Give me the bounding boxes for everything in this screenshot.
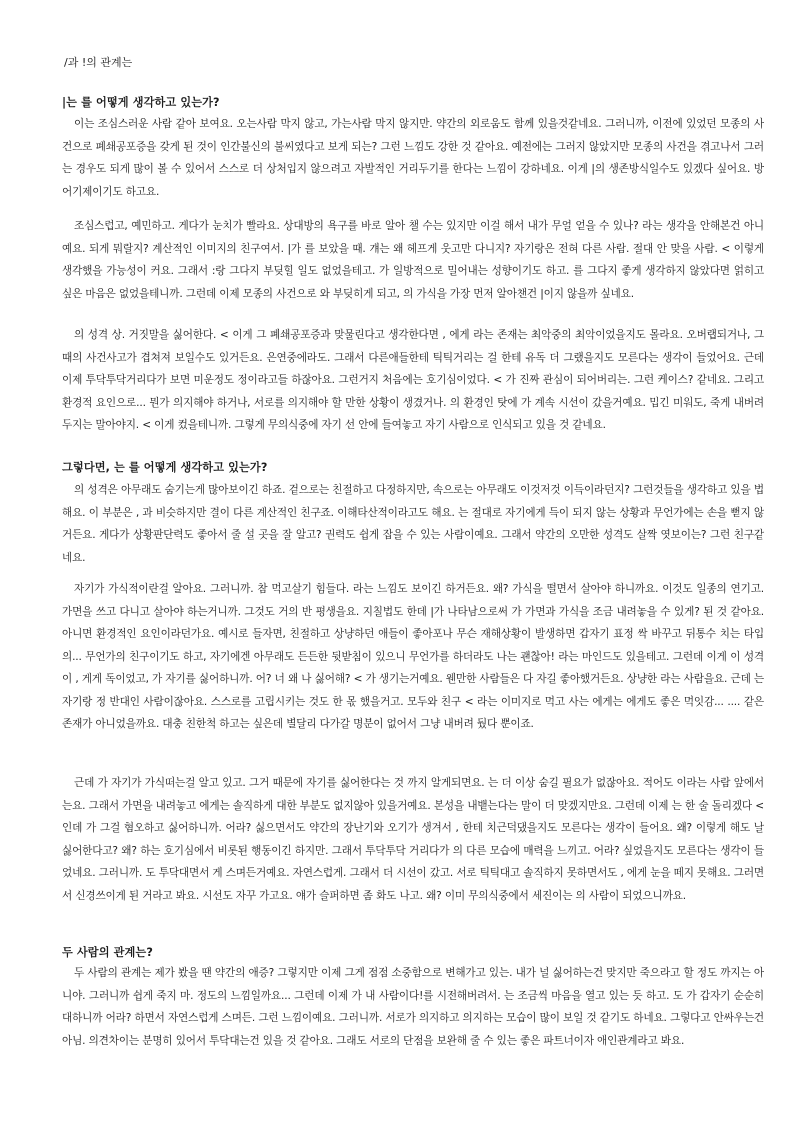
section-heading-3: 두 사람의 관계는?	[62, 946, 153, 959]
paragraph-2-2: 자기가 가식적이란걸 알아요. 그러니까. 참 먹고살기 힘들다. 라는 느낌도 보이긴 하거든요. 왜? 가식을 떨면서 살아야 하니까요. 이것도 일종의 연기고. 가면을 쓰고 다니고 살아야 하는거니까. 그것도 거의 반 평생을요. 지칠법도 한데 |가 나타남으로써 가 가면과 가식을 조금 내려놓을 수 있게? 된 것 같아요. 아니면 환경적인 요인이라던가요. 예시로 들자면, 친절하고 상냥하던 애들이 좋아포나 무슨 재해상황이 발생하면 갑자기 표정 싹 바꾸고 뒤통수 치는 타입의... 무언가의 친구이기도 하고, 자기에겐 아무래도 든든한 뒷받침이 있으니 무언가를 하더라도 나는 괜찮아! 라는 마인드도 있을테고. 그런데 이게 이 성격이 , 게게 독이었고, 가 자기를 싫어하니까. 어? 너 왜 나 싫어해? < 가 생기는거예요. 웬만한 사람들은 다 자길 좋아했거든요. 상냥한 라는 사람을요. 근데 는 자기랑 정 반대인 사람이잖아요. 스스로를 고립시키는 것도 한 몫 했을거고. 모두와 친구 < 라는 이미지로 먹고 사는 에게는 에게도 좋은 먹잇감... .... 같은 존재가 아니었을까요. 대충 친한척 하고는 싶은데 별달리 다가갈 명분이 없어서 그냥 내버려 뒀다 뿐이죠.	[62, 583, 764, 730]
paragraph-1-3: 의 성격 상. 거짓말을 싫어한다. < 이게 그 폐쇄공포증과 맞물린다고 생각한다면 , 에게 라는 존재는 최악중의 최악이었을지도 몰라요. 오버랩되거나, 그 때의 사건사고가 겹쳐져 보일수도 있거든요. 은연중에라도. 그래서 다른애들한테 틱틱거리는 걸 한테 유독 더 그랬을지도 모른다는 생각이 들었어요. 근데 이제 투닥투닥거리다가 보면 미운정도 정이라고들 하잖아요. 그런거지 처음에는 호기심이었다. < 가 진짜 관심이 되어버리는. 그런 케이스? 같네요. 그리고 환경적 요인으로... 뭔가 의지해야 하거나, 서로를 의지해야 할 만한 상황이 생겼거나. 의 환경인 탓에 가 계속 시선이 갔을거예요. 밉긴 미워도, 죽게 내버려두지는 말아야지. < 이게 컸을테니까. 그렇게 무의식중에 자기 선 안에 들여놓고 자기 사람으로 인식되고 있을 것 같네요.	[62, 329, 764, 431]
paragraph-2-1: 의 성격은 아무래도 숨기는게 많아보이긴 하죠. 겉으로는 친절하고 다정하지만, 속으로는 아무래도 이것저것 이득이라던지? 그런것들을 생각하고 있을 법 해요. 이 부분은 , 과 비슷하지만 결이 다른 계산적인 친구죠. 이해타산적이라고도 해요. 는 절대로 자기에게 득이 되지 않는 상황과 무언가에는 손을 뻗지 않거든요. 게다가 상황판단력도 좋아서 줄 설 곳을 잘 알고? 권력도 쉽게 잡을 수 있는 사람이예요. 그래서 약간의 오만한 성격도 살짝 엿보이는? 그런 친구같네요.	[62, 484, 764, 564]
paragraph-3-1: 두 사람의 관계는 제가 봤을 땐 약간의 애증? 그렇지만 이제 그게 점점 소중함으로 변해가고 있는. 내가 널 싫어하는건 맞지만 죽으라고 할 정도 까지는 아니야. 그러니까 쉽게 죽지 마. 정도의 느낌일까요... 그런데 이제 가 내 사람이다!를 시전해버려서. 는 조금씩 마음을 열고 있는 듯 하고. 도 가 갑자기 순순히 대하니까 어라? 하면서 자연스럽게 스며든. 그런 느낌이예요. 그러니까. 서로가 의지하고 의지하는 모습이 많이 보일 것 같기도 하네요. 그렇다고 안싸우는건 아님. 의견차이는 분명히 있어서 투닥대는건 있을 것 같아요. 그래도 서로의 단점을 보완해 줄 수 있는 좋은 파트너이자 애인관계라고 봐요.	[62, 967, 764, 1047]
paragraph-1-2: 조심스럽고, 예민하고. 게다가 눈치가 빨라요. 상대방의 욕구를 바로 알아 챌 수는 있지만 이걸 해서 내가 무얼 얻을 수 있나? 라는 생각을 안해본건 아니예요. 되게 뭐랄지? 계산적인 이미지의 친구여서. |가 를 보았을 때. 걔는 왜 헤프게 웃고만 다니지? 자기랑은 전혀 다른 사람. 절대 안 맞을 사람. < 이렇게 생각했을 가능성이 커요. 그래서 :랑 그다지 부딪힐 일도 없었을테고. 가 일방적으로 밀어내는 성향이기도 하고. 를 그다지 좋게 생각하지 않았다면 얽히고 싶은 마음은 없었을테니까. 그런데 이제 모종의 사건으로 와 부딪히게 되고, 의 가식을 가장 먼저 알아챈건 |이지 않을까 싶네요.	[62, 220, 764, 300]
section-heading-1: |는 를 어떻게 생각하고 있는가?	[62, 96, 220, 109]
section-heading-2: 그렇다면, 는 를 어떻게 생각하고 있는가?	[62, 461, 268, 474]
paragraph-2-3: 근데 가 자기가 가식떠는걸 알고 있고. 그거 때문에 자기를 싫어한다는 것 까지 알게되면요. 는 더 이상 숨길 필요가 없잖아요. 적어도 이라는 사람 앞에서는요. 그래서 가면을 내려놓고 에게는 솔직하게 대한 부분도 없지않아 있을거예요. 본성을 내뱉는다는 말이 더 맞겠지만요. 그런데 이제 는 한 술 돌리겠다 < 인데 가 그걸 혐오하고 싫어하니까. 어라? 싫으면서도 약간의 장난기와 오기가 생겨서 , 한테 치근덕댔을지도 모른다는 생각이 들어요. 왜? 이렇게 해도 날 싫어한다고? 왜? 하는 호기심에서 비롯된 행동이긴 하지만. 그래서 투닥투닥 거리다가 의 다른 모습에 매력을 느끼고. 어라? 싶었을지도 모른다는 생각이 들었네요. 그러니까. 도 투닥대면서 게 스며든거예요. 자연스럽게. 그래서 더 시선이 갔고. 서로 틱틱대고 솔직하지 못하면서도 , 에게 눈을 떼지 못해요. 그러면서 신경쓰이게 된 거라고 봐요. 시선도 자꾸 가고요. 얘가 슬퍼하면 좀 화도 나고. 왜? 이미 무의식중에서 세진이는 의 사람이 되었으니까요.	[62, 777, 764, 902]
document-title: /과 !의 관계는	[64, 56, 133, 69]
paragraph-1-1: 이는 조심스러운 사람 같아 보여요. 오는사람 막지 않고, 가는사람 막지 않지만. 약간의 외로움도 함께 있을것같네요. 그러니까, 이전에 있었던 모종의 사건으로 폐쇄공포증을 갖게 된 것이 인간불신의 불씨였다고 보게 되는? 그런 느낌도 강한 것 같아요. 예전에는 그러지 않았지만 모종의 사건을 겪고나서 그러는 경우도 되게 많이 볼 수 있어서 스스로 더 상처입지 않으려고 자발적인 거리두기를 한다는 느낌이 강하네요. 이게 |의 생존방식일수도 있겠다 싶어요. 방어기제이기도 하고요.	[62, 118, 764, 198]
